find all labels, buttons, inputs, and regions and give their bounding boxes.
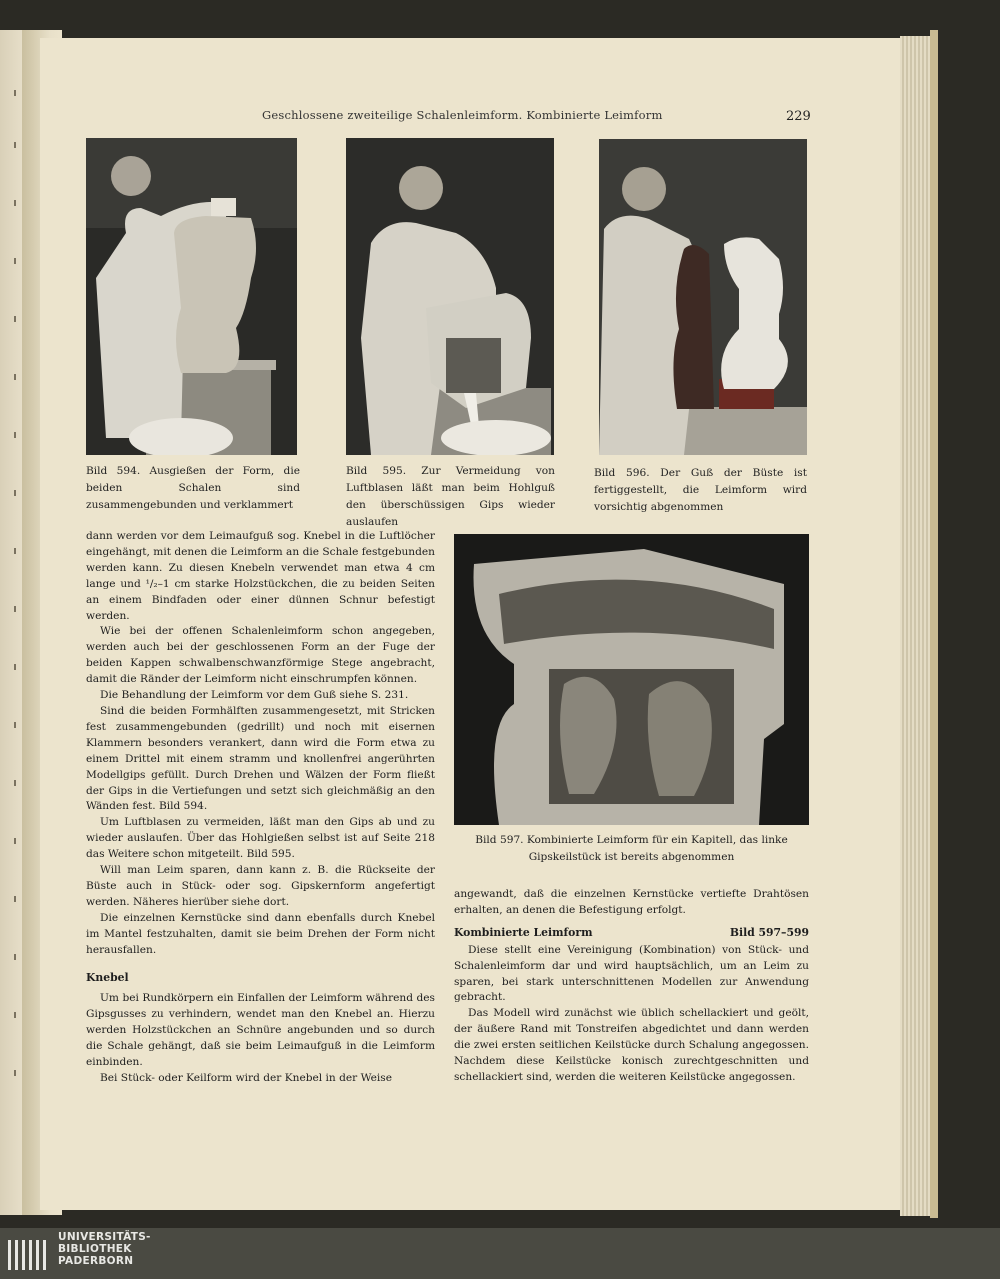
paragraph: Um bei Rundkörpern ein Einfallen der Leimform während des Gipsgusses zu verhindern, wendet man den Knebel an. Hierzu werden Holzstückchen an Schnüre angebunden und so durch die Schale gehängt, daß sie beim Leimaufguß in die Leimform einbinden. [86, 992, 435, 1068]
section-heading-kombinierte-leimform [454, 925, 809, 941]
caption-bild-595: Bild 595. Zur Vermeidung von Luftblasen läßt man beim Hohlguß den überschüssigen Gips wieder auslaufen [346, 465, 555, 528]
page-number: 229 [786, 109, 811, 124]
photo-bild-597 [454, 534, 809, 825]
book-cover-edge [930, 30, 938, 1218]
section-heading-knebel: Knebel [86, 971, 129, 985]
section-heading-figure-ref: Bild 597–599 [729, 925, 809, 939]
paragraph: Um Luftblasen zu vermeiden, läßt man den Gips ab und zu wieder auslaufen. Über das Hohlgießen selbst ist auf Seite 218 das Weitere schon mitgeteilt. Bild 595. [86, 816, 435, 861]
right-text-column [454, 887, 809, 1086]
left-page-edge [0, 30, 22, 1215]
caption-bild-594: Bild 594. Ausgießen der Form, die beiden Schalen sind zusammengebunden und verklammert [86, 465, 300, 511]
paragraph: Die einzelnen Kernstücke sind dann ebenfalls durch Knebel im Mantel festzuhalten, damit sie beim Drehen der Form nicht herausfallen. [86, 911, 435, 956]
photo-bild-596 [599, 139, 807, 455]
paragraph: Das Modell wird zunächst wie üblich schellackiert und geölt, der äußere Rand mit Tonstreifen abgedichtet und dann werden die zwei ersten seitlichen Keilstücke durch Schalung angegossen. Nachdem diese Keilstücke konisch zurechtgeschnitten und schellackiert sind, werden die weiteren Keilstücke angegossen. [454, 1007, 809, 1083]
paragraph: Bei Stück- oder Keilform wird der Knebel in der Weise [100, 1071, 392, 1084]
caption-bild-597: Bild 597. Kombinierte Leimform für ein Kapitell, das linke Gipskeilstück ist bereits abgenommen [475, 834, 788, 863]
photo-bild-594 [86, 138, 297, 455]
paragraph: Die Behandlung der Leimform vor dem Guß siehe S. 231. [100, 689, 409, 702]
left-text-column [86, 529, 435, 1087]
photo-bild-595 [346, 138, 554, 455]
caption-bild-596: Bild 596. Der Guß der Büste ist fertiggestellt, die Leimform wird vorsichtig abgenommen [594, 467, 807, 513]
paragraph: Sind die beiden Formhälften zusammengesetzt, mit Stricken fest zusammengebunden (gedrillt) und noch mit eisernen Klammern besonders verankert, dann wird die Form etwa zu einem Drittel mit einem stramm und knollenfrei angerührten Modellgips gefüllt. Durch Drehen und Wälzen der Form fließt der Gips in die Vertiefungen und setzt sich gleichmäßig an den Wänden fest. Bild 594. [86, 704, 435, 813]
paragraph: Wie bei der offenen Schalenleimform schon angegeben, werden auch bei der geschlossenen Form an der Fuge der beiden Kappen schwalbenschwanzförmige Stege angebracht, damit die Ränder der Leimform nicht einschrumpfen können. [86, 625, 435, 686]
paragraph: angewandt, daß die einzelnen Kernstücke vertiefte Drahtösen erhalten, an denen die Befestigung erfolgt. [454, 888, 809, 916]
paragraph: Diese stellt eine Vereinigung (Kombination) von Stück- und Schalenleimform dar und wird hauptsächlich, um an Leim zu sparen, bei stark unterschnittenen Modellen zur Anwendung gebracht. [454, 943, 809, 1004]
library-name: UNIVERSITÄTS- BIBLIOTHEK PADERBORN [58, 1231, 151, 1267]
library-footer [0, 1228, 1000, 1279]
running-title: Geschlossene zweiteilige Schalenleimform. Kombinierte Leimform [262, 108, 663, 122]
library-logo-icon [6, 1236, 50, 1272]
paragraph: dann werden vor dem Leimaufguß sog. Knebel in die Luftlöcher eingehängt, mit denen die Leimform an die Schale festgebunden werden kann. Zu diesen Knebeln verwendet man etwa 4 cm lange und ¹/₂–1 cm starke Holzstückchen, die zu beiden Seiten an einem Bindfaden oder einer dünnen Schnur befestigt werden. [86, 530, 435, 622]
section-heading-title: Kombinierte Leimform [454, 925, 593, 939]
paragraph: Will man Leim sparen, dann kann z. B. die Rückseite der Büste auch in Stück- oder sog. Gipskernform angefertigt werden. Näheres hierüber siehe dort. [86, 864, 435, 908]
